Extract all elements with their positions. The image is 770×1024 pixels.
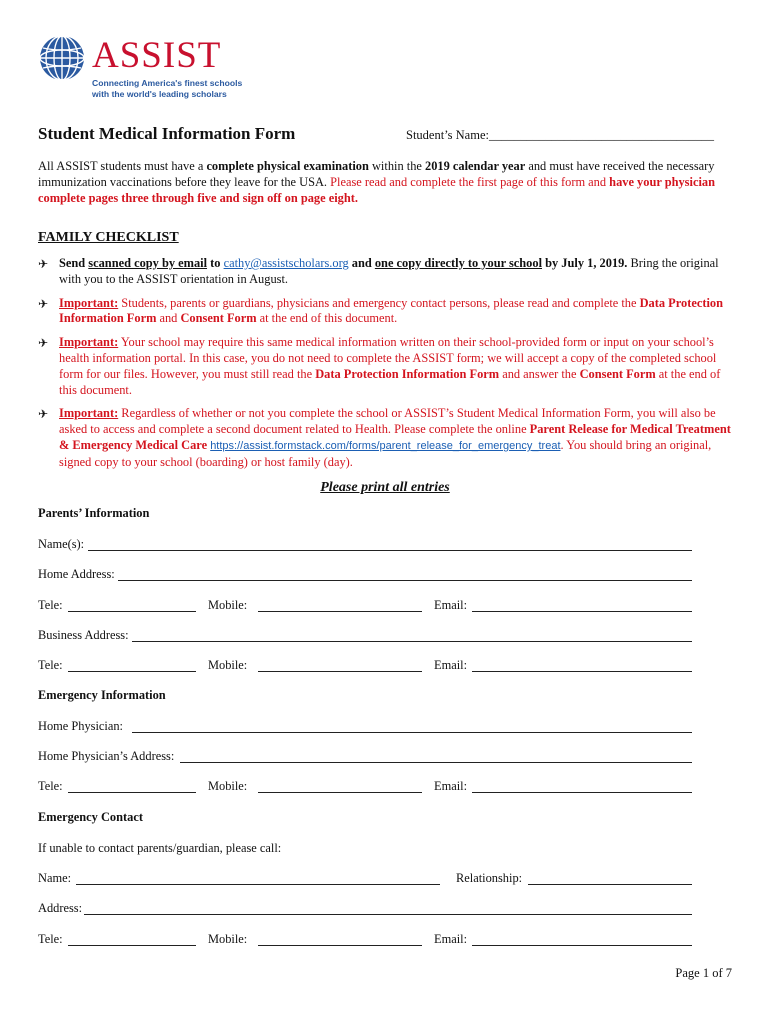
business-address-label: Business Address:	[38, 628, 129, 642]
item-text: at the end of this document.	[59, 366, 721, 397]
home-address-input[interactable]	[118, 580, 692, 581]
assist-logo	[38, 34, 243, 104]
contact-instruction: If unable to contact parents/guardian, please call:	[38, 841, 282, 855]
item-bold: Parent Release for Medical Treatment & Emergency Medical Care	[59, 422, 731, 452]
tele-label: Tele:	[38, 598, 63, 612]
parents-heading: Parents’ Information	[38, 506, 150, 520]
formstack-link[interactable]: https://assist.formstack.com/forms/parent_release_for_emergency_treat	[210, 439, 561, 452]
item-text: one copy directly to your school	[374, 256, 543, 270]
email-input[interactable]	[472, 792, 692, 793]
address-label: Address:	[38, 901, 83, 915]
item-text: at the end of this document.	[256, 311, 398, 326]
intro-red-bold: have your physician complete pages three through five and sign off on page eight.	[38, 175, 715, 205]
physician-address-input[interactable]	[180, 762, 692, 763]
mobile-label: Mobile:	[208, 658, 248, 672]
mobile-label: Mobile:	[208, 779, 248, 793]
brand-tagline	[92, 78, 242, 100]
tele-input[interactable]	[68, 792, 196, 793]
important-label: Important:	[59, 335, 119, 350]
item-text: to	[207, 256, 224, 270]
tagline-line-1: Connecting America's finest schools	[92, 78, 243, 88]
intro-bold: complete physical examination	[206, 159, 369, 173]
item-text: Send	[59, 256, 89, 270]
item-text: Regardless of whether or not you complete the school or ASSIST’s Student Medical Information Form, you will also be asked to access and complete a second document related to Health. Please complete the online	[59, 406, 716, 437]
print-note: Please print all entries	[320, 480, 450, 495]
globe-icon	[38, 34, 86, 82]
item-text: and	[348, 256, 375, 270]
item-text: Students, parents or guardians, physicians and emergency contact persons, please read and complete the	[118, 295, 640, 310]
tagline-line-2: with the world's leading scholars	[92, 89, 227, 99]
address-input[interactable]	[84, 914, 692, 915]
name-input[interactable]	[76, 884, 440, 885]
item-bold: Data Protection Information Form	[59, 295, 723, 326]
airplane-icon: ✈	[38, 407, 49, 422]
intro-red-text: Please read and complete the first page of this form and	[330, 175, 610, 189]
relationship-input[interactable]	[528, 884, 692, 885]
mobile-label: Mobile:	[208, 932, 248, 946]
airplane-icon: ✈	[38, 257, 49, 271]
intro-text: and must have received the necessary immunization vaccinations before they leave for the USA.	[38, 159, 715, 189]
checklist-items	[38, 256, 738, 479]
email-input[interactable]	[472, 611, 692, 612]
email-link[interactable]: cathy@assistscholars.org	[223, 256, 349, 270]
email-input[interactable]	[472, 671, 692, 672]
emergency-info-heading: Emergency Information	[38, 688, 166, 702]
intro-paragraph	[38, 158, 738, 206]
item-bold: Consent Form	[180, 311, 257, 326]
checklist-item	[38, 256, 738, 288]
item-text: and	[156, 311, 181, 326]
names-label: Name(s):	[38, 537, 85, 551]
relationship-label: Relationship:	[456, 871, 523, 885]
item-text: Bring the original with you to the ASSIST orientation in August.	[59, 256, 719, 286]
tele-input[interactable]	[68, 671, 196, 672]
home-address-label: Home Address:	[38, 567, 115, 581]
mobile-input[interactable]	[258, 792, 422, 793]
business-address-input[interactable]	[132, 641, 692, 642]
important-label: Important:	[59, 295, 119, 310]
item-text: Your school may require this same medical information written on their school-provided form or input on your school’s health information portal. In this case, you do not need to complete the ASSIST form; we will accept a copy of the completed school form for our files. However, you must still read the	[59, 335, 717, 381]
checklist-item	[38, 296, 738, 328]
student-name-field[interactable]: Student’s Name:____________________________________	[406, 128, 714, 142]
intro-bold: 2019 calendar year	[425, 159, 526, 173]
checklist-item	[38, 406, 738, 470]
item-text: and answer the	[499, 366, 580, 381]
important-label: Important:	[59, 406, 119, 421]
checklist-item	[38, 335, 738, 398]
home-physician-label: Home Physician:	[38, 719, 124, 733]
tele-label: Tele:	[38, 932, 63, 946]
email-label: Email:	[434, 598, 468, 612]
item-text: . You should bring an original, signed copy to your school (boarding) or host family (day).	[59, 437, 712, 469]
names-input[interactable]	[88, 550, 692, 551]
tele-input[interactable]	[68, 611, 196, 612]
page-number: Page 1 of 7	[675, 966, 732, 980]
email-input[interactable]	[472, 945, 692, 946]
email-label: Email:	[434, 658, 468, 672]
mobile-input[interactable]	[258, 671, 422, 672]
page-title: Student Medical Information Form	[38, 124, 296, 143]
intro-text: All ASSIST students must have a	[38, 159, 207, 173]
brand-name: ASSIST	[92, 35, 222, 76]
home-physician-input[interactable]	[132, 732, 692, 733]
tele-input[interactable]	[68, 945, 196, 946]
checklist-heading: FAMILY CHECKLIST	[38, 230, 179, 245]
intro-text: within the	[368, 159, 425, 173]
email-label: Email:	[434, 932, 468, 946]
item-bold: Consent Form	[579, 366, 656, 381]
mobile-input[interactable]	[258, 945, 422, 946]
mobile-label: Mobile:	[208, 598, 248, 612]
name-label: Name:	[38, 871, 72, 885]
email-label: Email:	[434, 779, 468, 793]
mobile-input[interactable]	[258, 611, 422, 612]
airplane-icon: ✈	[38, 336, 49, 351]
airplane-icon: ✈	[38, 296, 49, 311]
emergency-contact-heading: Emergency Contact	[38, 810, 143, 824]
item-bold: Data Protection Information Form	[315, 366, 500, 381]
physician-address-label: Home Physician’s Address:	[38, 749, 175, 763]
item-text: by July 1, 2019.	[542, 256, 628, 270]
item-text: scanned copy by email	[88, 256, 208, 270]
tele-label: Tele:	[38, 779, 63, 793]
tele-label: Tele:	[38, 658, 63, 672]
